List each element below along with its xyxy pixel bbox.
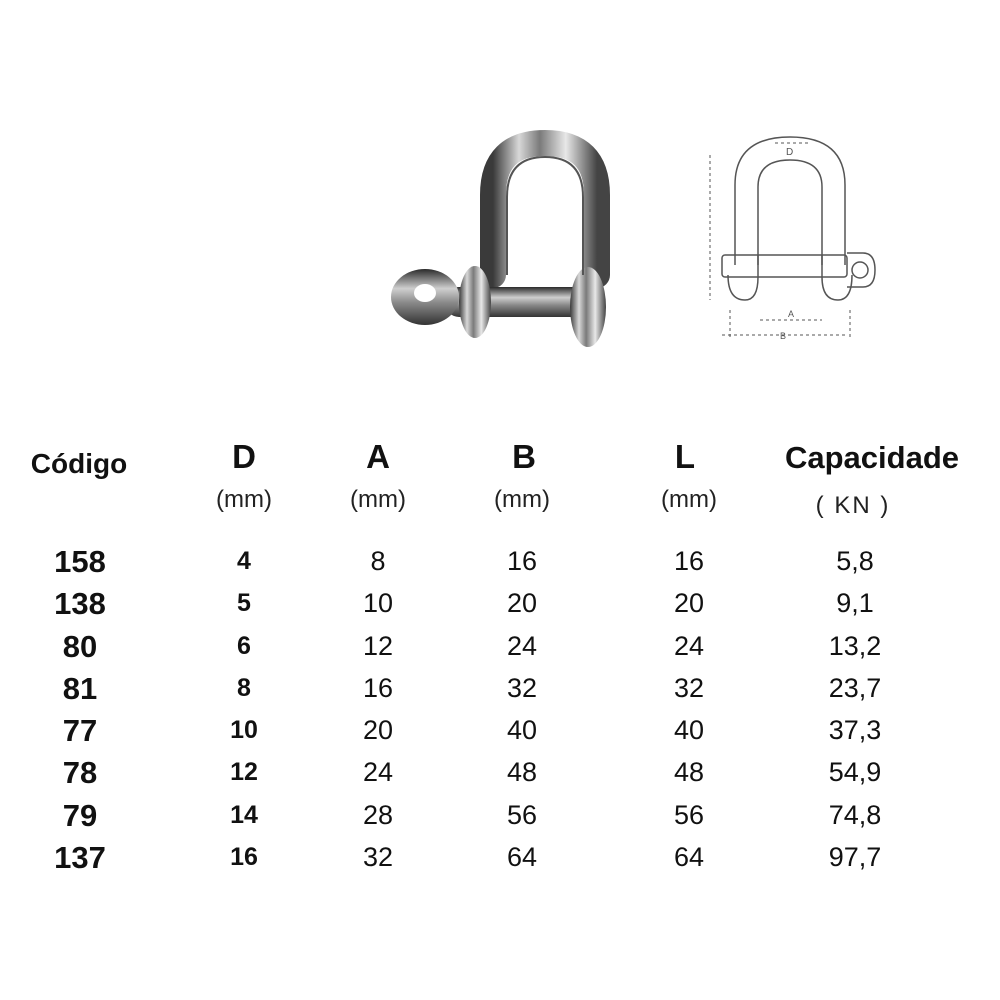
cell-a: 8	[370, 546, 386, 576]
cell-capacidade: 9,1	[836, 588, 874, 618]
cell-d: 10	[230, 716, 258, 744]
cell-b: 48	[506, 757, 538, 787]
cell-b: 16	[506, 546, 538, 576]
cell-a: 16	[362, 673, 394, 703]
cell-capacidade: 37,3	[828, 715, 882, 745]
unit-l: (mm)	[661, 486, 717, 513]
table-row	[0, 544, 1000, 586]
cell-codigo: 158	[54, 544, 106, 579]
table-row	[0, 840, 1000, 882]
cell-codigo: 78	[62, 755, 98, 790]
cell-capacidade: 5,8	[836, 546, 874, 576]
unit-a: (mm)	[350, 486, 406, 513]
table-row	[0, 755, 1000, 797]
cell-codigo: 81	[62, 671, 98, 706]
cell-a: 24	[362, 757, 394, 787]
cell-b: 32	[506, 673, 538, 703]
table-row	[0, 671, 1000, 713]
cell-l: 32	[673, 673, 705, 703]
shackle-drawing	[700, 125, 880, 350]
cell-d: 8	[237, 674, 251, 702]
cell-b: 40	[506, 715, 538, 745]
cell-d: 14	[230, 801, 258, 829]
header-l: L	[674, 438, 696, 475]
cell-codigo: 80	[62, 629, 98, 664]
cell-capacidade: 74,8	[828, 800, 882, 830]
unit-d: (mm)	[216, 486, 272, 513]
header-a: A	[366, 438, 390, 475]
header-b: B	[512, 438, 536, 475]
cell-d: 4	[237, 547, 251, 575]
cell-l: 24	[673, 631, 705, 661]
drawing-label-d: D	[786, 147, 794, 158]
cell-b: 20	[506, 588, 538, 618]
cell-a: 28	[362, 800, 394, 830]
header-codigo: Código	[30, 448, 128, 479]
drawing-label-b: B	[780, 331, 787, 341]
cell-codigo: 77	[62, 713, 98, 748]
unit-capacidade: ( KN )	[815, 492, 891, 519]
drawing-label-a: A	[788, 309, 795, 319]
cell-l: 64	[673, 842, 705, 872]
cell-a: 12	[362, 631, 394, 661]
shackle-photo	[375, 125, 635, 365]
table-row	[0, 798, 1000, 840]
cell-d: 16	[230, 843, 258, 871]
cell-l: 48	[673, 757, 705, 787]
header-d: D	[232, 438, 256, 475]
cell-codigo: 137	[54, 840, 106, 875]
cell-l: 20	[673, 588, 705, 618]
table-row	[0, 629, 1000, 671]
cell-a: 32	[362, 842, 394, 872]
cell-b: 24	[506, 631, 538, 661]
cell-a: 10	[362, 588, 394, 618]
table-row	[0, 713, 1000, 755]
cell-capacidade: 13,2	[828, 631, 882, 661]
cell-b: 56	[506, 800, 538, 830]
unit-b: (mm)	[494, 486, 550, 513]
header-capacidade: Capacidade	[784, 440, 960, 475]
cell-capacidade: 97,7	[828, 842, 882, 872]
cell-capacidade: 23,7	[828, 673, 882, 703]
cell-d: 12	[230, 758, 258, 786]
cell-l: 16	[673, 546, 705, 576]
cell-b: 64	[506, 842, 538, 872]
cell-capacidade: 54,9	[828, 757, 882, 787]
cell-a: 20	[362, 715, 394, 745]
cell-d: 5	[237, 589, 251, 617]
cell-d: 6	[237, 632, 251, 660]
cell-l: 56	[673, 800, 705, 830]
table-row	[0, 586, 1000, 628]
cell-codigo: 138	[54, 586, 106, 621]
cell-codigo: 79	[62, 798, 98, 833]
cell-l: 40	[673, 715, 705, 745]
